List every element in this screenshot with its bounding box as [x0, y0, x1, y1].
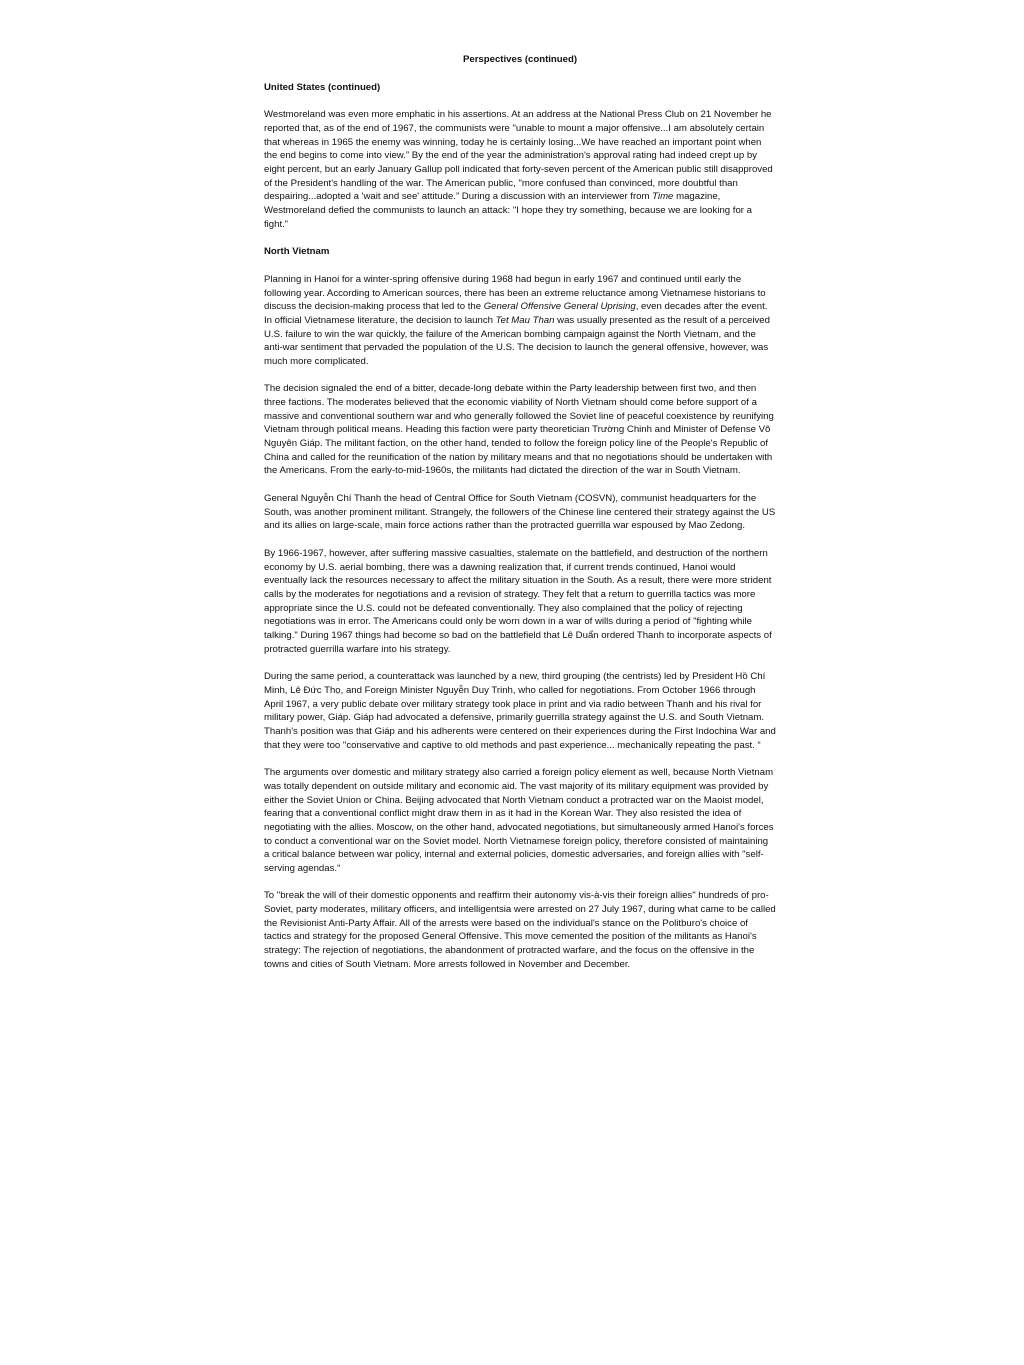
- paragraph: By 1966-1967, however, after suffering massive casualties, stalemate on the battlefield, and destruction of the northern economy by U.S. aerial bombing, there was a dawning realization that, if current trends continued, Hanoi would eventually lack the resources necessary to affect the military situation in the South. As a result, there were more strident calls by the moderates for negotiations and a revision of strategy. They felt that a return to guerrilla tactics was more appropriate since the U.S. could not be defeated conventionally. They also complained that the policy of rejecting negotiations was in error. The Americans could only be worn down in a war of wills during a period of "fighting while talking." During 1967 things had become so bad on the battlefield that Lê Duẩn ordered Thanh to incorporate aspects of protracted guerrilla warfare into his strategy.: [264, 548, 772, 655]
- section-united-states: [264, 81, 776, 232]
- section-north-vietnam: [264, 245, 776, 971]
- paragraph: General Nguyễn Chí Thanh the head of Central Office for South Vietnam (COSVN), communist headquarters for the South, was another prominent militant. Strangely, the followers of the Chinese line centered their strategy against the US and its allies on large-scale, main force actions rather than the protracted guerrilla war espoused by Mao Zedong.: [264, 493, 776, 532]
- italic-term: Time: [652, 191, 674, 203]
- paragraph: Westmoreland was even more emphatic in his assertions. At an address at the National Press Club on 21 November he reported that, as of the end of 1967, the communists were "unable to mount a major offensive...I am absolutely certain that whereas in 1965 the enemy was winning, today he is certainly losing...We have reached an important point when the end begins to come into view.” By the end of the year the administration's approval rating had indeed crept up by eight percent, but an early January Gallup poll indicated that forty-seven percent of the American public still disapproved of the President's handling of the war. The American public, "more confused than convinced, more doubtful than despairing...adopted a 'wait and see' attitude.” During a discussion with an interviewer from Time magazine, Westmoreland defied the communists to launch an attack: "I hope they try something, because we are looking for a fight.”: [264, 109, 773, 230]
- section-heading: North Vietnam: [264, 246, 330, 258]
- paragraph: To "break the will of their domestic opponents and reaffirm their autonomy vis-à-vis their foreign allies" hundreds of pro-Soviet, party moderates, military officers, and intelligentsia were arrested on 27 July 1967, during what came to be called the Revisionist Anti-Party Affair. All of the arrests were based on the individual's stance on the Politburo's choice of tactics and strategy for the proposed General Offensive. This move cemented the position of the militants as Hanoi's strategy: The rejection of negotiations, the abandonment of protracted warfare, and the focus on the offensive in the towns and cities of South Vietnam. More arrests followed in November and December.: [264, 890, 776, 970]
- italic-term: Tet Mau Than: [495, 314, 555, 326]
- paragraph: The arguments over domestic and military strategy also carried a foreign policy element as well, because North Vietnam was totally dependent on outside military and economic aid. The vast majority of its military equipment was provided by either the Soviet Union or China. Beijing advocated that North Vietnam conduct a protracted war on the Maoist model, fearing that a conventional conflict might draw them in as it had in the Korean War. They also resisted the idea of negotiating with the allies. Moscow, on the other hand, advocated negotiations, but simultaneously armed Hanoi's forces to conduct a conventional war on the Soviet model. North Vietnamese foreign policy, therefore consisted of maintaining a critical balance between war policy, internal and external policies, domestic adversaries, and foreign allies with "self-serving agendas.“: [264, 767, 774, 874]
- paragraph: The decision signaled the end of a bitter, decade-long debate within the Party leadership between first two, and then three factions. The moderates believed that the economic viability of North Vietnam should come before support of a massive and conventional southern war and who generally followed the Soviet line of peaceful coexistence by reunifying Vietnam through political means. Heading this faction were party theoretician Trường Chinh and Minister of Defense Võ Nguyên Giáp. The militant faction, on the other hand, tended to follow the foreign policy line of the People's Republic of China and called for the reunification of the nation by military means and that no negotiations should be undertaken with the Americans. From the early-to-mid-1960s, the militants had dictated the direction of the war in South Vietnam.: [264, 383, 774, 477]
- section-heading: United States (continued): [264, 81, 381, 93]
- italic-term: General Offensive General Uprising: [483, 301, 636, 313]
- paragraph: Planning in Hanoi for a winter-spring offensive during 1968 had begun in early 1967 and continued until early the following year. According to American sources, there has been an extreme reluctance among Vietnamese historians to discuss the decision-making process that led to the General Offensive General Uprising, even decades after the event. In official Vietnamese literature, the decision to launch Tet Mau Than was usually presented as the result of a perceived U.S. failure to win the war quickly, the failure of the American bombing campaign against the North Vietnam, and the anti-war sentiment that pervaded the population of the U.S. The decision to launch the general offensive, however, was much more complicated.: [264, 273, 770, 367]
- paragraph: During the same period, a counterattack was launched by a new, third grouping (the centrists) led by President Hồ Chí Minh, Lê Đức Thọ, and Foreign Minister Nguyễn Duy Trinh, who called for negotiations. From October 1966 through April 1967, a very public debate over military strategy took place in print and via radio between Thanh and his rival for military power, Giáp. Giáp had advocated a defensive, primarily guerrilla strategy against the U.S. and South Vietnam. Thanh's position was that Giáp and his adherents were centered on their experiences during the First Indochina War and that they were too "conservative and captive to old methods and past experience... mechanically repeating the past. “: [264, 671, 776, 751]
- document-page: [264, 53, 776, 985]
- page-title: Perspectives (continued): [462, 54, 578, 65]
